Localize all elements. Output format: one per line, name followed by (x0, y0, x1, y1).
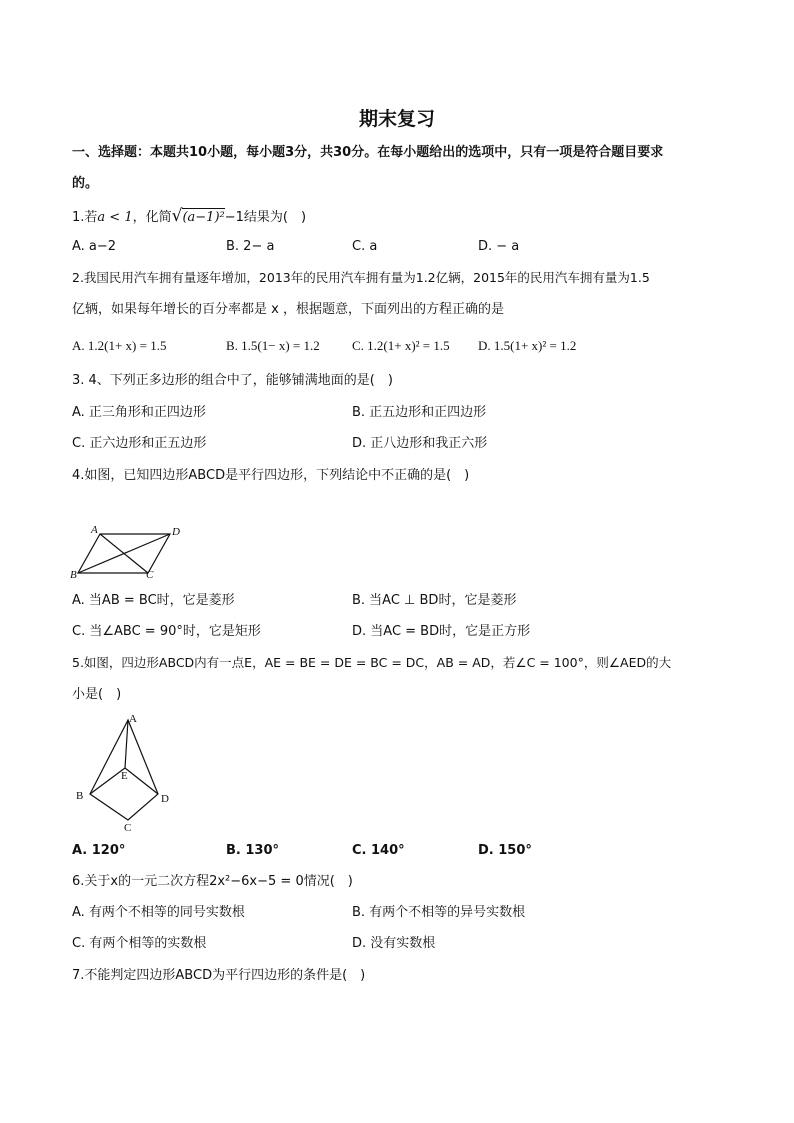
point-label-e: E (121, 770, 128, 782)
q4-option-c: C. 当∠ABC = 90°时，它是矩形 (72, 624, 261, 639)
vertex-label-c: C (146, 569, 154, 581)
question-5-stem: 5.如图，四边形ABCD内有一点E，AE = BE = DE = BC = DC，AB = AD，若∠C = 100°，则∠AED的大 (72, 655, 672, 670)
q1-option-c: C. a (352, 239, 378, 254)
q4-option-b: B. 当AC ⊥ BD时，它是菱形 (352, 593, 517, 608)
point-label-b: B (76, 790, 84, 802)
quadrilateral-figure (70, 710, 180, 835)
parallelogram-figure (66, 522, 186, 582)
q3-option-b: B. 正五边形和正四边形 (352, 405, 487, 420)
q6-option-d: D. 没有实数根 (352, 936, 436, 951)
question-4-stem: 4.如图，已知四边形ABCD是平行四边形，下列结论中不正确的是( ) (72, 468, 470, 483)
diagonal-bd (78, 534, 170, 573)
segment-be (90, 768, 125, 794)
section-instructions-cont: 的。 (72, 176, 99, 191)
question-2-stem: 2.我国民用汽车拥有量逐年增加，2013年的民用汽车拥有量为1.2亿辆，2015年的民用汽车拥有量为1.5 (72, 270, 650, 285)
question-5-stem-cont: 小是( ) (72, 687, 122, 702)
question-7-stem: 7.不能判定四边形ABCD为平行四边形的条件是( ) (72, 968, 366, 983)
q1-option-b: B. 2− a (226, 239, 275, 254)
q2-option-a: A. 1.2(1+ x) = 1.5 (72, 338, 167, 353)
q1-suffix: 结果为( ) (243, 210, 307, 225)
point-label-d: D (161, 793, 169, 805)
q3-option-a: A. 正三角形和正四边形 (72, 405, 206, 420)
q6-option-b: B. 有两个不相等的异号实数根 (352, 905, 526, 920)
vertex-label-b: B (70, 569, 77, 581)
question-1-stem (72, 206, 306, 228)
q6-option-c: C. 有两个相等的实数根 (72, 936, 207, 951)
q1-option-a: A. a−2 (72, 239, 117, 254)
vertex-label-d: D (172, 526, 180, 538)
q1-condition: a < 1 (97, 210, 133, 225)
q1-after-radical: −1 (224, 210, 244, 225)
segment-ae (125, 720, 128, 768)
q5-option-b: B. 130° (226, 843, 280, 858)
page-title: 期末复习 (358, 108, 435, 130)
point-label-a: A (129, 713, 137, 725)
q4-option-d: D. 当AC = BD时，它是正方形 (352, 624, 531, 639)
q3-option-c: C. 正六边形和正五边形 (72, 436, 207, 451)
q1-mid: ，化简 (132, 210, 172, 225)
section-instructions: 一、选择题：本题共10小题，每小题3分，共30分。在每小题给出的选项中，只有一项是符合题目要求 (72, 145, 664, 160)
q5-option-c: C. 140° (352, 843, 405, 858)
q2-option-d: D. 1.5(1+ x)² = 1.2 (478, 338, 577, 353)
vertex-label-a: A (91, 524, 98, 536)
q1-option-d: D. − a (478, 239, 520, 254)
q4-option-a: A. 当AB = BC时，它是菱形 (72, 593, 235, 608)
q6-option-a: A. 有两个不相等的同号实数根 (72, 905, 245, 920)
q1-radicand: (a−1)² (182, 210, 225, 225)
question-2-stem-cont: 亿辆，如果每年增长的百分率都是 x ，根据题意，下面列出的方程正确的是 (72, 302, 504, 317)
question-3-stem: 3. 4、下列正多边形的组合中了，能够铺满地面的是( ) (72, 373, 393, 388)
question-6-stem: 6.关于x的一元二次方程2x²−6x−5 = 0情况( ) (72, 874, 353, 889)
q3-option-d: D. 正八边形和我正六形 (352, 436, 488, 451)
q2-option-b: B. 1.5(1− x) = 1.2 (226, 338, 320, 353)
point-label-c: C (124, 822, 132, 834)
q2-option-c: C. 1.2(1+ x)² = 1.5 (352, 338, 450, 353)
q5-option-d: D. 150° (478, 843, 532, 858)
q1-prefix: 1.若 (72, 210, 98, 225)
radical-sign-icon: √ (171, 206, 183, 226)
q5-option-a: A. 120° (72, 843, 126, 858)
